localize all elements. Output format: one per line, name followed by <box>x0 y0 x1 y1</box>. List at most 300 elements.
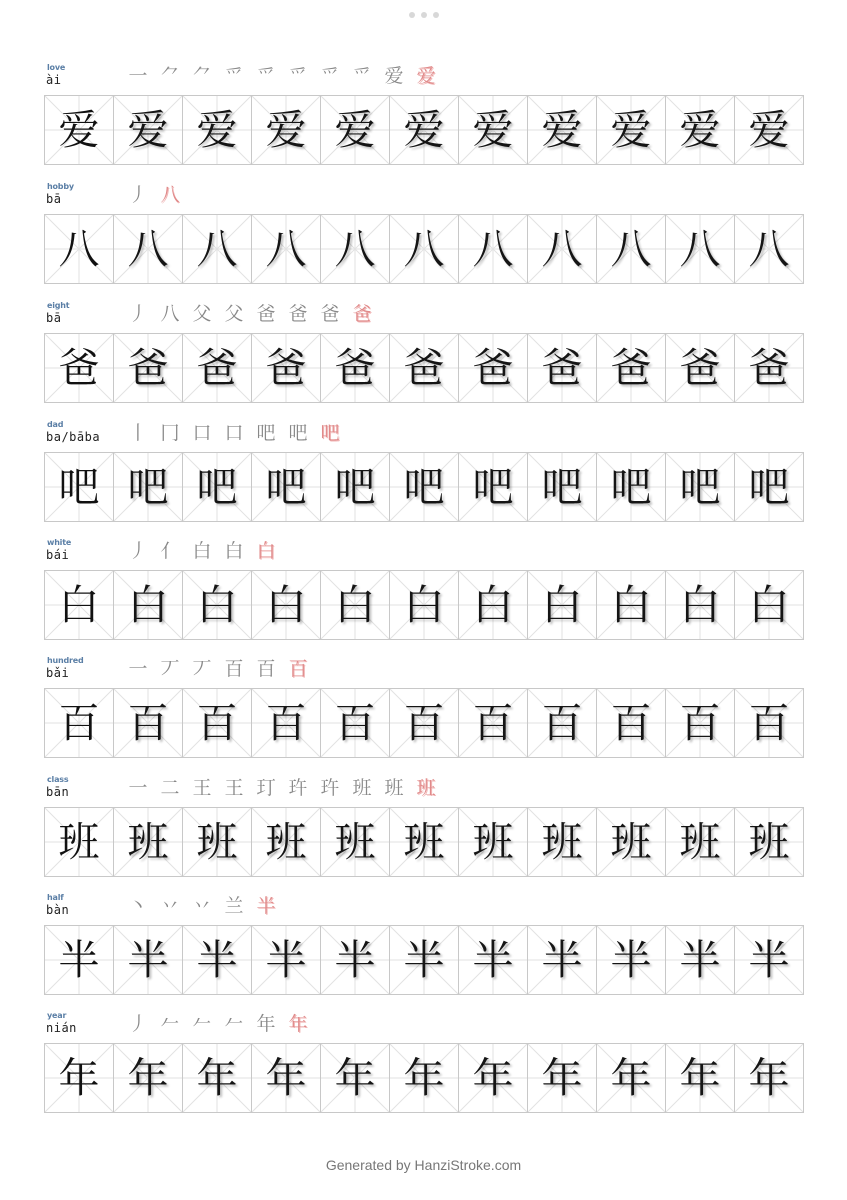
stroke-step: 白 <box>224 540 244 562</box>
practice-character: 白 <box>58 581 100 629</box>
practice-grid <box>45 1043 804 1113</box>
practice-cell[interactable] <box>182 95 252 165</box>
stroke-step: 爸 <box>320 303 340 325</box>
practice-character: 吧 <box>127 463 169 511</box>
practice-cell[interactable] <box>389 688 459 758</box>
practice-character: 爱 <box>541 106 583 154</box>
stroke-order-sequence <box>122 61 442 91</box>
practice-character: 百 <box>196 699 238 747</box>
practice-character: 吧 <box>610 463 652 511</box>
practice-character: 年 <box>610 1054 652 1102</box>
practice-cell[interactable] <box>182 1043 252 1113</box>
practice-cell[interactable] <box>389 452 459 522</box>
practice-cell[interactable] <box>320 807 390 877</box>
stroke-step: 丷 <box>160 895 180 917</box>
stroke-step: 吧 <box>256 422 276 444</box>
practice-character: 班 <box>403 818 445 866</box>
practice-cell[interactable] <box>44 333 114 403</box>
practice-cell[interactable] <box>389 570 459 640</box>
stroke-step: 𠂉 <box>160 1013 180 1035</box>
practice-character: 半 <box>541 936 583 984</box>
character-row <box>0 656 847 766</box>
practice-character: 八 <box>610 225 652 273</box>
practice-character: 半 <box>679 936 721 984</box>
practice-character: 百 <box>403 699 445 747</box>
practice-character: 百 <box>58 699 100 747</box>
practice-grid <box>45 214 804 284</box>
practice-cell[interactable] <box>665 807 735 877</box>
practice-character: 八 <box>541 225 583 273</box>
practice-character: 班 <box>334 818 376 866</box>
stroke-step: 丷 <box>192 895 212 917</box>
english-meaning: class <box>47 775 69 784</box>
stroke-step: 吧 <box>320 422 340 444</box>
stroke-step: 爫 <box>352 65 372 87</box>
practice-character: 爱 <box>334 106 376 154</box>
practice-character: 白 <box>403 581 445 629</box>
practice-character: 年 <box>265 1054 307 1102</box>
practice-cell[interactable] <box>527 333 597 403</box>
stroke-step: 半 <box>256 895 276 917</box>
practice-character: 白 <box>265 581 307 629</box>
stroke-step: 丿 <box>128 303 148 325</box>
practice-cell[interactable] <box>527 925 597 995</box>
practice-character: 年 <box>472 1054 514 1102</box>
practice-character: 白 <box>127 581 169 629</box>
pinyin: bān <box>46 785 70 799</box>
practice-cell[interactable] <box>734 452 804 522</box>
practice-character: 八 <box>748 225 790 273</box>
practice-cell[interactable] <box>320 688 390 758</box>
stroke-step: 丿 <box>128 540 148 562</box>
stroke-step: 班 <box>416 777 436 799</box>
practice-character: 百 <box>334 699 376 747</box>
practice-cell[interactable] <box>458 214 528 284</box>
practice-character: 白 <box>541 581 583 629</box>
practice-cell[interactable] <box>320 452 390 522</box>
practice-character: 半 <box>127 936 169 984</box>
practice-cell[interactable] <box>251 452 321 522</box>
practice-character: 吧 <box>472 463 514 511</box>
practice-cell[interactable] <box>665 214 735 284</box>
practice-cell[interactable] <box>182 570 252 640</box>
practice-character: 吧 <box>679 463 721 511</box>
practice-cell[interactable] <box>665 925 735 995</box>
practice-cell[interactable] <box>527 688 597 758</box>
practice-cell[interactable] <box>527 214 597 284</box>
stroke-step: 口 <box>192 422 212 444</box>
practice-character: 班 <box>679 818 721 866</box>
character-row <box>0 775 847 885</box>
stroke-step: 丆 <box>192 658 212 680</box>
practice-cell[interactable] <box>665 95 735 165</box>
practice-character: 班 <box>748 818 790 866</box>
practice-character: 爸 <box>58 344 100 392</box>
stroke-step: 丿 <box>128 1013 148 1035</box>
pinyin: ài <box>46 73 62 87</box>
practice-character: 吧 <box>196 463 238 511</box>
practice-cell[interactable] <box>113 95 183 165</box>
practice-character: 爱 <box>679 106 721 154</box>
english-meaning: hundred <box>47 656 84 665</box>
stroke-step: 丶 <box>128 895 148 917</box>
pinyin: bā <box>46 311 62 325</box>
practice-cell[interactable] <box>734 214 804 284</box>
practice-cell[interactable] <box>596 1043 666 1113</box>
practice-character: 百 <box>748 699 790 747</box>
practice-character: 班 <box>541 818 583 866</box>
stroke-step: 白 <box>256 540 276 562</box>
practice-cell[interactable] <box>734 570 804 640</box>
practice-cell[interactable] <box>734 688 804 758</box>
practice-character: 班 <box>610 818 652 866</box>
practice-cell[interactable] <box>527 452 597 522</box>
practice-cell[interactable] <box>251 214 321 284</box>
character-row <box>0 420 847 530</box>
practice-cell[interactable] <box>596 452 666 522</box>
stroke-step: 爫 <box>256 65 276 87</box>
stroke-step: 爱 <box>384 65 404 87</box>
practice-cell[interactable] <box>596 570 666 640</box>
footer-credit: Generated by HanziStroke.com <box>325 1157 522 1173</box>
practice-character: 百 <box>610 699 652 747</box>
practice-character: 百 <box>265 699 307 747</box>
pinyin: bā <box>46 192 62 206</box>
stroke-step: 父 <box>224 303 244 325</box>
practice-grid <box>45 333 804 403</box>
practice-cell[interactable] <box>596 214 666 284</box>
practice-cell[interactable] <box>113 1043 183 1113</box>
practice-character: 爱 <box>127 106 169 154</box>
stroke-step: 吧 <box>288 422 308 444</box>
practice-cell[interactable] <box>527 807 597 877</box>
practice-character: 爱 <box>58 106 100 154</box>
practice-character: 八 <box>334 225 376 273</box>
practice-cell[interactable] <box>665 570 735 640</box>
practice-character: 百 <box>472 699 514 747</box>
stroke-step: ⺈ <box>160 65 180 87</box>
practice-cell[interactable] <box>320 333 390 403</box>
practice-cell[interactable] <box>596 95 666 165</box>
practice-cell[interactable] <box>44 570 114 640</box>
stroke-order-sequence <box>122 891 282 921</box>
practice-character: 爸 <box>127 344 169 392</box>
practice-character: 半 <box>334 936 376 984</box>
practice-character: 年 <box>127 1054 169 1102</box>
practice-character: 爱 <box>265 106 307 154</box>
practice-cell[interactable] <box>458 570 528 640</box>
character-row <box>0 182 847 292</box>
stroke-step: 百 <box>288 658 308 680</box>
stroke-step: 一 <box>128 777 148 799</box>
stroke-step: 二 <box>160 777 180 799</box>
stroke-step: 年 <box>256 1013 276 1035</box>
practice-cell[interactable] <box>182 214 252 284</box>
practice-cell[interactable] <box>734 1043 804 1113</box>
practice-character: 白 <box>610 581 652 629</box>
practice-cell[interactable] <box>182 688 252 758</box>
practice-cell[interactable] <box>182 333 252 403</box>
practice-cell[interactable] <box>458 95 528 165</box>
practice-cell[interactable] <box>665 452 735 522</box>
practice-cell[interactable] <box>182 807 252 877</box>
practice-cell[interactable] <box>113 688 183 758</box>
practice-character: 年 <box>403 1054 445 1102</box>
practice-cell[interactable] <box>458 452 528 522</box>
practice-cell[interactable] <box>113 452 183 522</box>
stroke-step: 爸 <box>288 303 308 325</box>
stroke-order-sequence <box>122 299 378 329</box>
practice-cell[interactable] <box>527 570 597 640</box>
stroke-step: 爫 <box>320 65 340 87</box>
practice-character: 八 <box>679 225 721 273</box>
practice-cell[interactable] <box>113 214 183 284</box>
practice-cell[interactable] <box>665 1043 735 1113</box>
character-row <box>0 1011 847 1121</box>
stroke-step: 百 <box>224 658 244 680</box>
practice-cell[interactable] <box>596 688 666 758</box>
practice-cell[interactable] <box>389 214 459 284</box>
english-meaning: year <box>47 1011 67 1020</box>
practice-cell[interactable] <box>527 95 597 165</box>
stroke-step: 爫 <box>224 65 244 87</box>
practice-grid <box>45 688 804 758</box>
pinyin: bǎi <box>46 666 70 680</box>
practice-cell[interactable] <box>182 452 252 522</box>
practice-character: 爱 <box>196 106 238 154</box>
stroke-step: 丿 <box>128 184 148 206</box>
english-meaning: white <box>47 538 72 547</box>
practice-character: 半 <box>196 936 238 984</box>
stroke-step: 父 <box>192 303 212 325</box>
practice-character: 爱 <box>403 106 445 154</box>
practice-cell[interactable] <box>734 807 804 877</box>
practice-cell[interactable] <box>734 925 804 995</box>
practice-cell[interactable] <box>320 925 390 995</box>
practice-character: 爱 <box>472 106 514 154</box>
stroke-step: 爱 <box>416 65 436 87</box>
english-meaning: hobby <box>47 182 74 191</box>
practice-cell[interactable] <box>251 688 321 758</box>
stroke-step: 班 <box>384 777 404 799</box>
stroke-step: 玝 <box>288 777 308 799</box>
practice-cell[interactable] <box>182 925 252 995</box>
practice-character: 爸 <box>472 344 514 392</box>
pinyin: ba/bāba <box>46 430 101 444</box>
stroke-step: 兰 <box>224 895 244 917</box>
stroke-step: 口 <box>224 422 244 444</box>
practice-character: 年 <box>541 1054 583 1102</box>
stroke-step: 冂 <box>160 422 180 444</box>
stroke-step: 爸 <box>256 303 276 325</box>
practice-cell[interactable] <box>44 807 114 877</box>
practice-cell[interactable] <box>44 95 114 165</box>
practice-character: 年 <box>196 1054 238 1102</box>
practice-character: 白 <box>472 581 514 629</box>
practice-character: 吧 <box>334 463 376 511</box>
practice-cell[interactable] <box>527 1043 597 1113</box>
practice-character: 半 <box>265 936 307 984</box>
stroke-step: 王 <box>192 777 212 799</box>
pinyin: bái <box>46 548 70 562</box>
practice-character: 半 <box>610 936 652 984</box>
practice-character: 爸 <box>334 344 376 392</box>
stroke-step: 丆 <box>160 658 180 680</box>
practice-character: 年 <box>58 1054 100 1102</box>
practice-cell[interactable] <box>113 333 183 403</box>
practice-cell[interactable] <box>389 1043 459 1113</box>
practice-cell[interactable] <box>251 807 321 877</box>
practice-character: 八 <box>403 225 445 273</box>
practice-character: 爸 <box>679 344 721 392</box>
practice-grid <box>45 452 804 522</box>
practice-cell[interactable] <box>320 570 390 640</box>
stroke-order-sequence <box>122 418 346 448</box>
practice-cell[interactable] <box>389 925 459 995</box>
practice-cell[interactable] <box>44 452 114 522</box>
character-row <box>0 63 847 173</box>
practice-cell[interactable] <box>320 95 390 165</box>
practice-cell[interactable] <box>596 925 666 995</box>
practice-character: 班 <box>58 818 100 866</box>
practice-grid <box>45 570 804 640</box>
practice-character: 吧 <box>748 463 790 511</box>
practice-grid <box>45 807 804 877</box>
stroke-order-sequence <box>122 1009 314 1039</box>
practice-cell[interactable] <box>665 333 735 403</box>
stroke-step: ⺈ <box>192 65 212 87</box>
practice-cell[interactable] <box>389 95 459 165</box>
practice-character: 吧 <box>541 463 583 511</box>
character-row <box>0 538 847 648</box>
practice-cell[interactable] <box>458 925 528 995</box>
practice-character: 爱 <box>748 106 790 154</box>
practice-character: 白 <box>196 581 238 629</box>
stroke-step: 玎 <box>256 777 276 799</box>
practice-character: 班 <box>265 818 307 866</box>
stroke-step: 爸 <box>352 303 372 325</box>
stroke-step: 年 <box>288 1013 308 1035</box>
character-row <box>0 893 847 1003</box>
practice-cell[interactable] <box>44 214 114 284</box>
english-meaning: half <box>47 893 64 902</box>
practice-character: 白 <box>334 581 376 629</box>
practice-character: 爸 <box>196 344 238 392</box>
practice-character: 年 <box>334 1054 376 1102</box>
practice-cell[interactable] <box>320 1043 390 1113</box>
english-meaning: love <box>47 63 66 72</box>
practice-character: 白 <box>748 581 790 629</box>
practice-character: 百 <box>127 699 169 747</box>
practice-cell[interactable] <box>113 570 183 640</box>
practice-cell[interactable] <box>113 925 183 995</box>
practice-character: 爸 <box>748 344 790 392</box>
stroke-step: 亻 <box>160 540 180 562</box>
practice-character: 班 <box>196 818 238 866</box>
practice-cell[interactable] <box>251 1043 321 1113</box>
menu-dots-icon[interactable] <box>409 12 439 20</box>
stroke-step: 一 <box>128 658 148 680</box>
stroke-order-sequence <box>122 180 186 210</box>
practice-character: 百 <box>679 699 721 747</box>
practice-cell[interactable] <box>596 333 666 403</box>
stroke-step: 𠂉 <box>192 1013 212 1035</box>
practice-character: 八 <box>265 225 307 273</box>
practice-character: 爱 <box>610 106 652 154</box>
practice-cell[interactable] <box>44 688 114 758</box>
pinyin: bàn <box>46 903 70 917</box>
practice-cell[interactable] <box>251 95 321 165</box>
practice-cell[interactable] <box>389 333 459 403</box>
practice-cell[interactable] <box>734 95 804 165</box>
practice-cell[interactable] <box>44 1043 114 1113</box>
practice-character: 八 <box>58 225 100 273</box>
practice-cell[interactable] <box>458 688 528 758</box>
practice-character: 白 <box>679 581 721 629</box>
practice-character: 爸 <box>403 344 445 392</box>
practice-character: 半 <box>472 936 514 984</box>
practice-cell[interactable] <box>251 925 321 995</box>
practice-character: 班 <box>127 818 169 866</box>
stroke-step: 班 <box>352 777 372 799</box>
practice-grid <box>45 925 804 995</box>
practice-character: 八 <box>472 225 514 273</box>
practice-cell[interactable] <box>458 333 528 403</box>
practice-cell[interactable] <box>113 807 183 877</box>
practice-character: 半 <box>403 936 445 984</box>
stroke-order-sequence <box>122 773 442 803</box>
practice-cell[interactable] <box>389 807 459 877</box>
stroke-step: 八 <box>160 303 180 325</box>
english-meaning: dad <box>47 420 64 429</box>
practice-character: 年 <box>748 1054 790 1102</box>
practice-character: 爸 <box>541 344 583 392</box>
stroke-step: 爫 <box>288 65 308 87</box>
practice-character: 半 <box>748 936 790 984</box>
stroke-order-sequence <box>122 654 314 684</box>
stroke-step: 八 <box>160 184 180 206</box>
practice-character: 百 <box>541 699 583 747</box>
character-row <box>0 301 847 411</box>
practice-cell[interactable] <box>665 688 735 758</box>
practice-character: 八 <box>196 225 238 273</box>
practice-cell[interactable] <box>44 925 114 995</box>
practice-cell[interactable] <box>734 333 804 403</box>
practice-cell[interactable] <box>251 333 321 403</box>
pinyin: nián <box>46 1021 77 1035</box>
stroke-step: 𠂉 <box>224 1013 244 1035</box>
practice-character: 吧 <box>403 463 445 511</box>
stroke-step: 丨 <box>128 422 148 444</box>
stroke-step: 玝 <box>320 777 340 799</box>
practice-character: 吧 <box>58 463 100 511</box>
practice-character: 八 <box>127 225 169 273</box>
practice-cell[interactable] <box>596 807 666 877</box>
stroke-step: 王 <box>224 777 244 799</box>
practice-cell[interactable] <box>320 214 390 284</box>
practice-cell[interactable] <box>251 570 321 640</box>
stroke-step: 百 <box>256 658 276 680</box>
practice-character: 半 <box>58 936 100 984</box>
practice-character: 爸 <box>610 344 652 392</box>
practice-cell[interactable] <box>458 807 528 877</box>
english-meaning: eight <box>47 301 70 310</box>
practice-character: 吧 <box>265 463 307 511</box>
practice-cell[interactable] <box>458 1043 528 1113</box>
practice-grid <box>45 95 804 165</box>
stroke-order-sequence <box>122 536 282 566</box>
stroke-step: 白 <box>192 540 212 562</box>
